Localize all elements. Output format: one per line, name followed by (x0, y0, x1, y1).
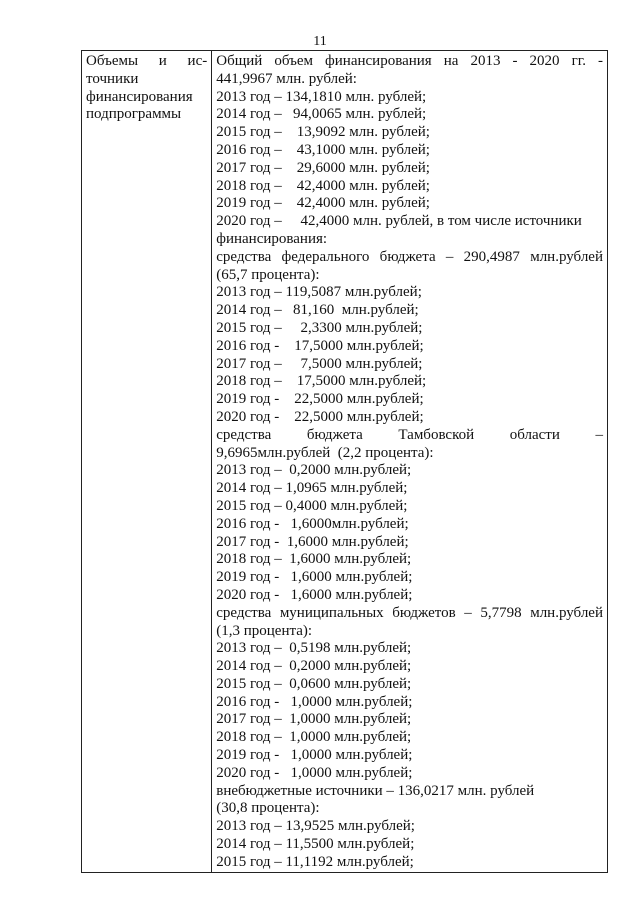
funding-line: 2016 год – 43,1000 млн. рублей; (216, 141, 430, 158)
funding-line: 2016 год - 1,0000 млн.рублей; (216, 693, 413, 710)
funding-line: (65,7 процента): (216, 266, 320, 283)
funding-line: 2015 год – 2,3300 млн.рублей; (216, 319, 423, 336)
subprogram-passport-table (81, 50, 608, 873)
row-label-line: точники (86, 70, 139, 87)
funding-line: 2014 год – 1,0965 млн.рублей; (216, 480, 408, 497)
funding-line: 2017 год – 29,6000 млн. рублей; (216, 159, 430, 176)
funding-line: 2018 год – 42,4000 млн. рублей; (216, 177, 430, 194)
funding-line: 2013 год – 0,5198 млн.рублей; (216, 640, 412, 657)
funding-line: 2020 год – 42,4000 млн. рублей, в том числе источники (216, 213, 582, 230)
funding-line: 2014 год – 81,160 млн.рублей; (216, 302, 419, 319)
funding-line: (30,8 процента): (216, 800, 320, 817)
funding-line: 2016 год - 17,5000 млн.рублей; (216, 337, 424, 354)
funding-line: 2014 год – 0,2000 млн.рублей; (216, 658, 412, 675)
funding-line: средства федерального бюджета – 290,4987 млн.рублей (216, 248, 603, 265)
funding-line: 2016 год - 1,6000млн.рублей; (216, 515, 409, 532)
funding-line: средства муниципальных бюджетов – 5,7798 млн.рублей (216, 604, 603, 621)
funding-line: 2019 год – 42,4000 млн. рублей; (216, 195, 430, 212)
funding-line: 2018 год – 17,5000 млн.рублей; (216, 373, 427, 390)
page-number: 11 (313, 34, 327, 49)
funding-line: 2019 год - 22,5000 млн.рублей; (216, 391, 424, 408)
funding-line: 2013 год – 134,1810 млн. рублей; (216, 88, 427, 105)
funding-line: 2014 год – 11,5500 млн.рублей; (216, 836, 415, 853)
funding-line: 2017 год - 1,6000 млн.рублей; (216, 533, 409, 550)
funding-line: 2015 год – 0,0600 млн.рублей; (216, 675, 412, 692)
funding-line: 2017 год – 1,0000 млн.рублей; (216, 711, 412, 728)
funding-line: 2015 год – 11,1192 млн.рублей; (216, 853, 414, 870)
funding-line: 2015 год – 13,9092 млн. рублей; (216, 124, 430, 141)
funding-line: внебюджетные источники – 136,0217 млн. рублей (216, 782, 535, 799)
funding-line: 2020 год - 1,6000 млн.рублей; (216, 586, 413, 603)
funding-line: 2015 год – 0,4000 млн.рублей; (216, 497, 408, 514)
funding-line: 441,9967 млн. рублей: (216, 70, 357, 87)
funding-line: средства бюджета Тамбовской области – (216, 426, 603, 443)
funding-line: 2018 год – 1,0000 млн.рублей; (216, 729, 412, 746)
funding-line: финансирования: (216, 230, 328, 247)
row-label-line: финансирования (86, 88, 193, 105)
funding-line: 2017 год – 7,5000 млн.рублей; (216, 355, 423, 372)
funding-line: 2020 год - 22,5000 млн.рублей; (216, 408, 424, 425)
funding-line: Общий объем финансирования на 2013 - 2020 гг. - (216, 53, 603, 69)
funding-row (82, 51, 608, 873)
funding-line: 2019 год - 1,6000 млн.рублей; (216, 569, 413, 586)
row-label-cell (82, 51, 212, 873)
row-label-line: подпрограммы (86, 106, 182, 123)
funding-line: 9,6965млн.рублей (2,2 процента): (216, 444, 434, 461)
funding-line: 2018 год – 1,6000 млн.рублей; (216, 551, 412, 568)
funding-line: 2013 год – 119,5087 млн.рублей; (216, 284, 422, 301)
funding-line: (1,3 процента): (216, 622, 313, 639)
funding-line: 2020 год - 1,0000 млн.рублей; (216, 764, 413, 781)
funding-details-cell (212, 51, 608, 873)
funding-line: 2019 год - 1,0000 млн.рублей; (216, 747, 413, 764)
row-label-line: Объемы и ис- (86, 53, 208, 69)
funding-line: 2013 год – 13,9525 млн.рублей; (216, 818, 415, 835)
funding-line: 2014 год – 94,0065 млн. рублей; (216, 106, 427, 123)
funding-line: 2013 год – 0,2000 млн.рублей; (216, 462, 412, 479)
